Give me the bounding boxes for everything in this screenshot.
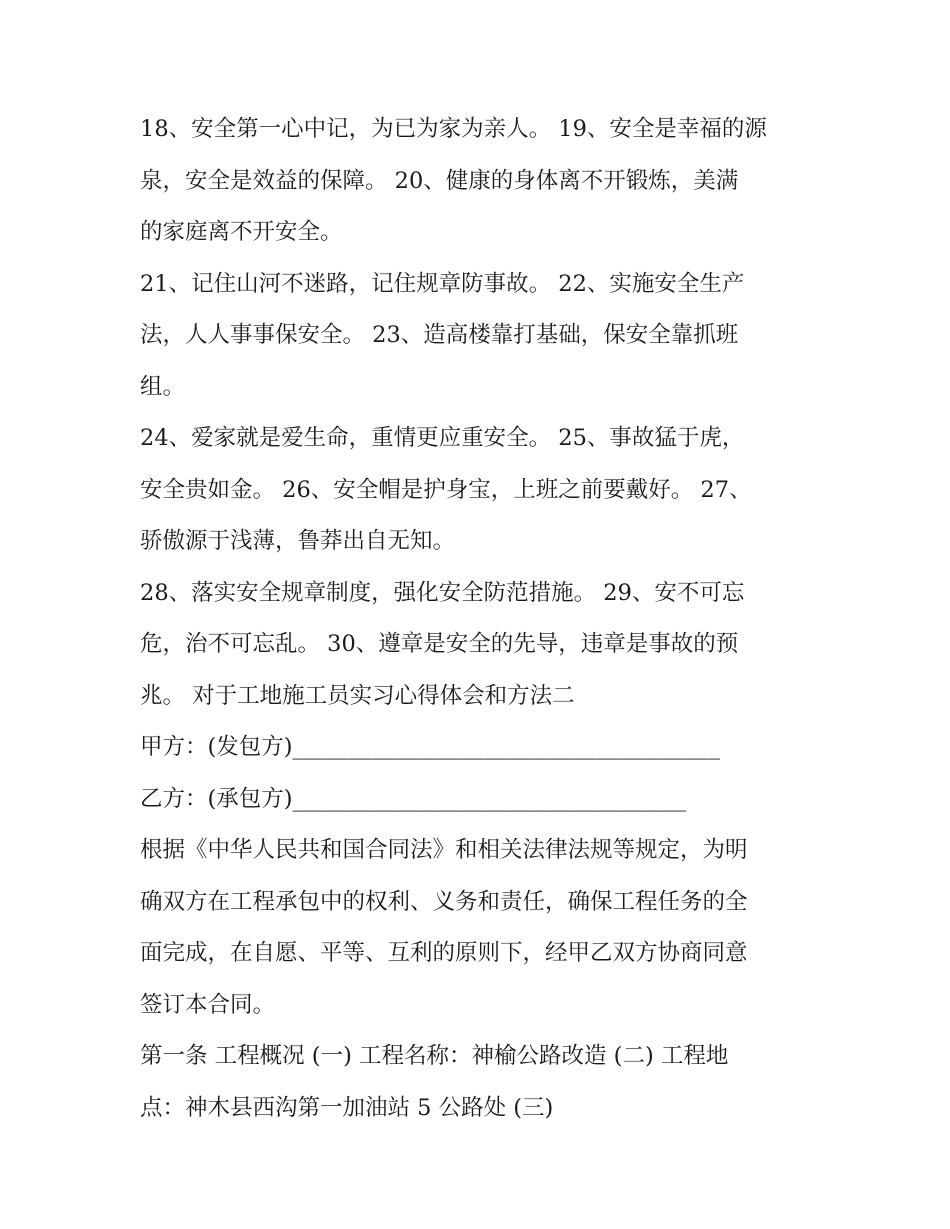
text-line: 确双方在工程承包中的权利、义务和责任，确保工程任务的全 — [140, 888, 748, 915]
text-line: 第一条 工程概况 (一) 工程名称：神榆公路改造 (二) 工程地 — [140, 1043, 729, 1069]
text-line: 根据《中华人民共和国合同法》和相关法律法规等规定，为明 — [140, 837, 748, 863]
text-line: 的家庭离不开安全。 — [140, 219, 343, 245]
text-line: 泉，安全是效益的保障。 20、健康的身体离不开锻炼，美满 — [140, 167, 739, 194]
text-line: 法，人人事事保安全。 23、造高楼靠打基础，保安全靠抓班 — [140, 322, 739, 348]
paragraph-slogans-28-30 — [140, 568, 820, 723]
party-b-line — [140, 774, 820, 826]
text-line: 点：神木县西沟第一加油站 5 公路处 (三) — [140, 1094, 554, 1121]
paragraph-slogans-18-20 — [140, 104, 820, 259]
text-line: 28、落实安全规章制度，强化安全防范措施。 29、安不可忘 — [140, 579, 745, 606]
paragraph-contract-preamble — [140, 825, 820, 1031]
document-body — [140, 104, 820, 1134]
text-line: 18、安全第一心中记，为已为家为亲人。 19、安全是幸福的源 — [140, 116, 767, 142]
party-b-field: 乙方：(承包方)___________________________________ — [140, 785, 687, 812]
text-line: 24、爱家就是爱生命，重情更应重安全。 25、事故猛于虎， — [140, 425, 745, 451]
text-line: 安全贵如金。 26、安全帽是护身宝，上班之前要戴好。 27、 — [140, 476, 752, 503]
party-a-line — [140, 722, 820, 774]
text-line: 21、记住山河不迷路，记住规章防事故。 22、实施安全生产 — [140, 270, 745, 297]
paragraph-slogans-21-23 — [140, 259, 820, 414]
paragraph-article-one — [140, 1031, 820, 1134]
paragraph-slogans-24-27 — [140, 413, 820, 568]
text-line: 危，治不可忘乱。 30、遵章是安全的先导，违章是事故的预 — [140, 631, 739, 657]
party-a-field: 甲方：(发包方)______________________________________ — [140, 734, 721, 760]
text-line: 签订本合同。 — [140, 991, 276, 1018]
text-line: 兆。 对于工地施工员实习心得体会和方法二 — [140, 682, 575, 709]
text-line: 组。 — [140, 373, 186, 400]
text-line: 骄傲源于浅薄，鲁莽出自无知。 — [140, 528, 456, 554]
text-line: 面完成，在自愿、平等、互利的原则下，经甲乙双方协商同意 — [140, 940, 748, 966]
